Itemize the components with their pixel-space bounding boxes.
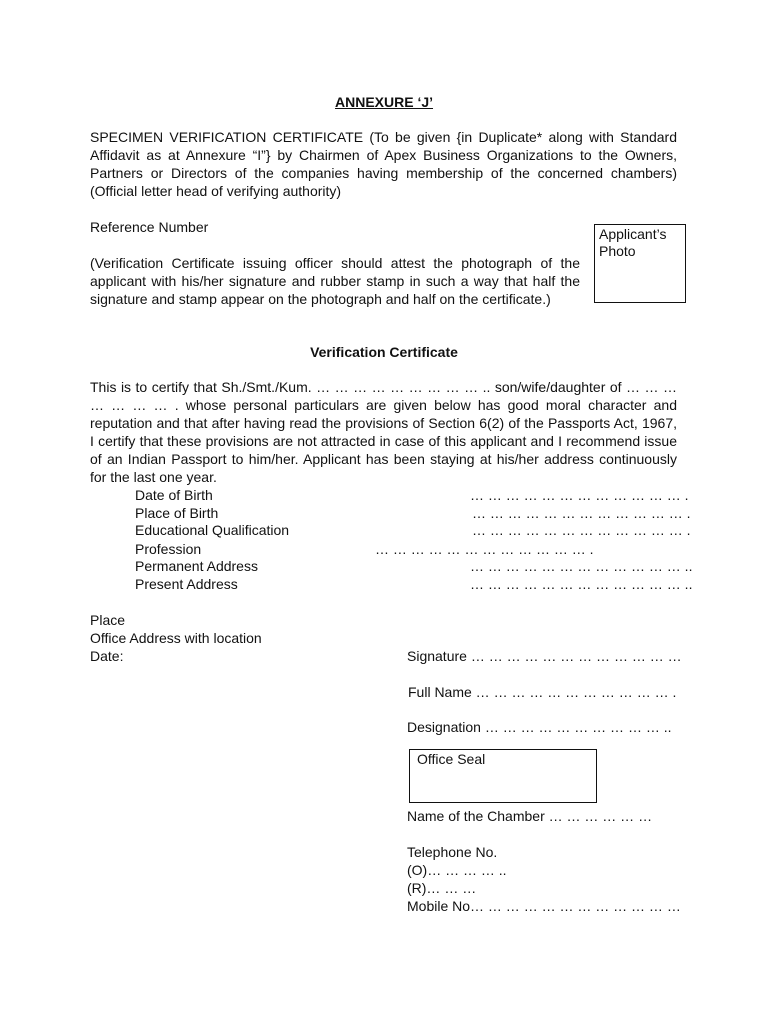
particular-dots-education: … … … … … … … … … … … … . bbox=[472, 522, 691, 538]
particular-dots-present-address: … … … … … … … … … … … … .. bbox=[470, 576, 693, 592]
certificate-body: This is to certify that Sh./Smt./Kum. … … … … … … … … … .. son/wife/daughter of … … … … … … … . whose personal particulars are given below has good moral character and reputation and that after having read the provisions of Section 6(2) of the Passports Act, 1967, I certify that these provisions are not attracted in case of this applicant and I recommend issue of an Indian Passport to him/her. Applicant has been staying at his/her address continuously for the last one year. bbox=[90, 379, 677, 485]
particular-dots-permanent-address: … … … … … … … … … … … … .. bbox=[470, 558, 693, 574]
particular-label-present-address: Present Address bbox=[135, 576, 238, 592]
particular-label-place-of-birth: Place of Birth bbox=[135, 505, 219, 521]
telephone-label: Telephone No. bbox=[407, 844, 498, 860]
telephone-office: (O)… … … … .. bbox=[407, 862, 507, 878]
particular-dots-profession: … … … … … … … … … … … … . bbox=[375, 541, 594, 557]
office-seal-label: Office Seal bbox=[417, 751, 486, 767]
place-label: Place bbox=[90, 612, 126, 628]
mobile-number-line: Mobile No… … … … … … … … … … … … bbox=[407, 898, 681, 914]
office-seal-box bbox=[409, 749, 597, 803]
certificate-heading: Verification Certificate bbox=[310, 344, 458, 360]
particular-dots-place-of-birth: … … … … … … … … … … … … . bbox=[472, 505, 691, 521]
particular-label-profession: Profession bbox=[135, 541, 202, 557]
reference-number-label: Reference Number bbox=[90, 219, 209, 235]
full-name-line: Full Name … … … … … … … … … … … . bbox=[408, 684, 677, 700]
photo-box-label-2: Photo bbox=[599, 243, 636, 259]
photo-box-label-1: Applicant’s bbox=[599, 226, 667, 242]
designation-line: Designation … … … … … … … … … … .. bbox=[407, 719, 672, 735]
signature-line: Signature … … … … … … … … … … … … bbox=[407, 648, 682, 664]
chamber-name-line: Name of the Chamber … … … … … … bbox=[407, 808, 653, 824]
date-label: Date: bbox=[90, 648, 124, 664]
attest-note: (Verification Certificate issuing officer should attest the photograph of the applicant with his/her signature and rubber stamp in such a way that half the signature and stamp appear on the photograph and half on the certificate.) bbox=[90, 255, 580, 307]
telephone-residence: (R)… … … bbox=[407, 880, 477, 896]
applicant-photo-box bbox=[594, 224, 686, 303]
particular-label-education: Educational Qualification bbox=[135, 522, 290, 538]
particular-label-permanent-address: Permanent Address bbox=[135, 558, 258, 574]
annexure-title: ANNEXURE ‘J’ bbox=[334, 94, 434, 110]
intro-paragraph: SPECIMEN VERIFICATION CERTIFICATE (To be given {in Duplicate* along with Standard Affidavit as at Annexure “I”} by Chairmen of Apex Business Organizations to the Owners, Partners or Directors of the companies having membership of the concerned chambers) (Official letter head of verifying authority) bbox=[90, 129, 677, 199]
office-address-label: Office Address with location bbox=[90, 630, 262, 646]
particular-label-date-of-birth: Date of Birth bbox=[135, 487, 213, 503]
particular-dots-date-of-birth: … … … … … … … … … … … … . bbox=[470, 487, 689, 503]
